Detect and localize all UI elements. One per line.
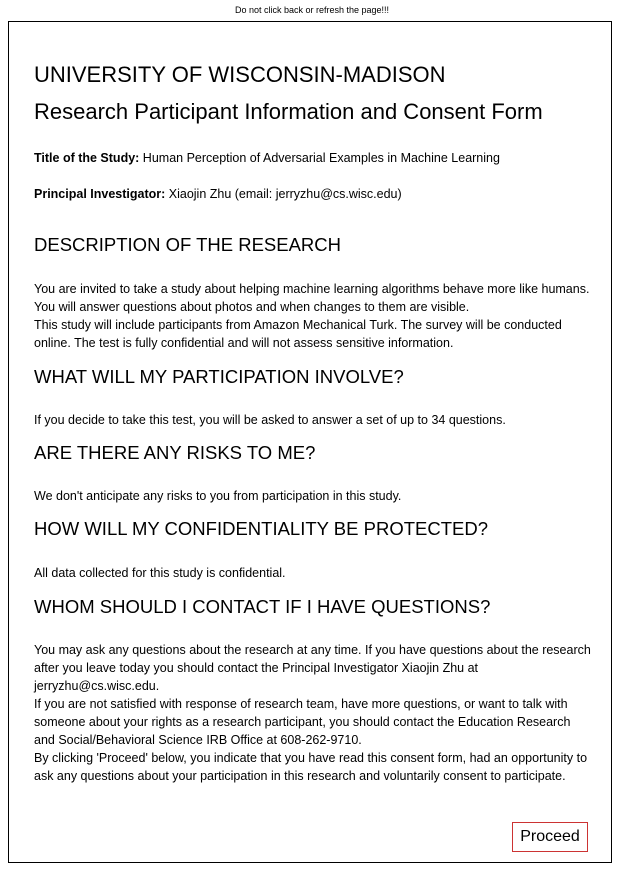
paragraph: You are invited to take a study about helping machine learning algorithms behave more like humans. You will answer questions about photos and when changes to them are visible. xyxy=(34,282,590,314)
study-title-value: Human Perception of Adversarial Examples in Machine Learning xyxy=(139,151,500,165)
section-body-contact xyxy=(34,641,594,785)
proceed-button[interactable]: Proceed xyxy=(512,822,588,852)
paragraph: We don't anticipate any risks to you from participation in this study. xyxy=(34,489,402,503)
section-heading-risks: ARE THERE ANY RISKS TO ME? xyxy=(34,442,316,463)
paragraph: This study will include participants from Amazon Mechanical Turk. The survey will be conducted online. The test is fully confidential and will not assess sensitive information. xyxy=(34,318,562,350)
study-title-line xyxy=(34,150,500,166)
section-body-description xyxy=(34,280,594,352)
section-heading-contact: WHOM SHOULD I CONTACT IF I HAVE QUESTIONS? xyxy=(34,596,491,617)
consent-form-panel xyxy=(8,21,612,863)
section-body-confidentiality xyxy=(34,564,594,582)
refresh-warning: Do not click back or refresh the page!!! xyxy=(234,5,390,15)
paragraph: All data collected for this study is confidential. xyxy=(34,566,286,580)
principal-investigator-value: Xiaojin Zhu (email: jerryzhu@cs.wisc.edu) xyxy=(165,187,402,201)
paragraph: You may ask any questions about the research at any time. If you have questions about the research after you leave today you should contact the Principal Investigator Xiaojin Zhu at jerryzhu@cs.wisc.edu. xyxy=(34,643,591,693)
paragraph: By clicking 'Proceed' below, you indicate that you have read this consent form, had an opportunity to ask any questions about your participation in this research and voluntarily consent to participate. xyxy=(34,751,588,783)
section-heading-participation: WHAT WILL MY PARTICIPATION INVOLVE? xyxy=(34,366,404,387)
paragraph: If you are not satisfied with response of research team, have more questions, or want to talk with someone about your rights as a research participant, you should contact the Education Research and Social/Behavioral Science IRB Office at 608-262-9710. xyxy=(34,697,571,747)
section-heading-description: DESCRIPTION OF THE RESEARCH xyxy=(34,234,342,255)
institution-heading: UNIVERSITY OF WISCONSIN-MADISON xyxy=(34,62,446,87)
study-title-label: Title of the Study: xyxy=(34,151,140,165)
section-heading-confidentiality: HOW WILL MY CONFIDENTIALITY BE PROTECTED? xyxy=(34,518,488,539)
section-body-risks xyxy=(34,487,594,505)
principal-investigator-line xyxy=(34,186,402,202)
principal-investigator-label: Principal Investigator: xyxy=(34,187,166,201)
paragraph: If you decide to take this test, you will be asked to answer a set of up to 34 questions. xyxy=(34,413,506,427)
form-title: Research Participant Information and Consent Form xyxy=(34,99,543,124)
section-body-participation xyxy=(34,411,594,429)
